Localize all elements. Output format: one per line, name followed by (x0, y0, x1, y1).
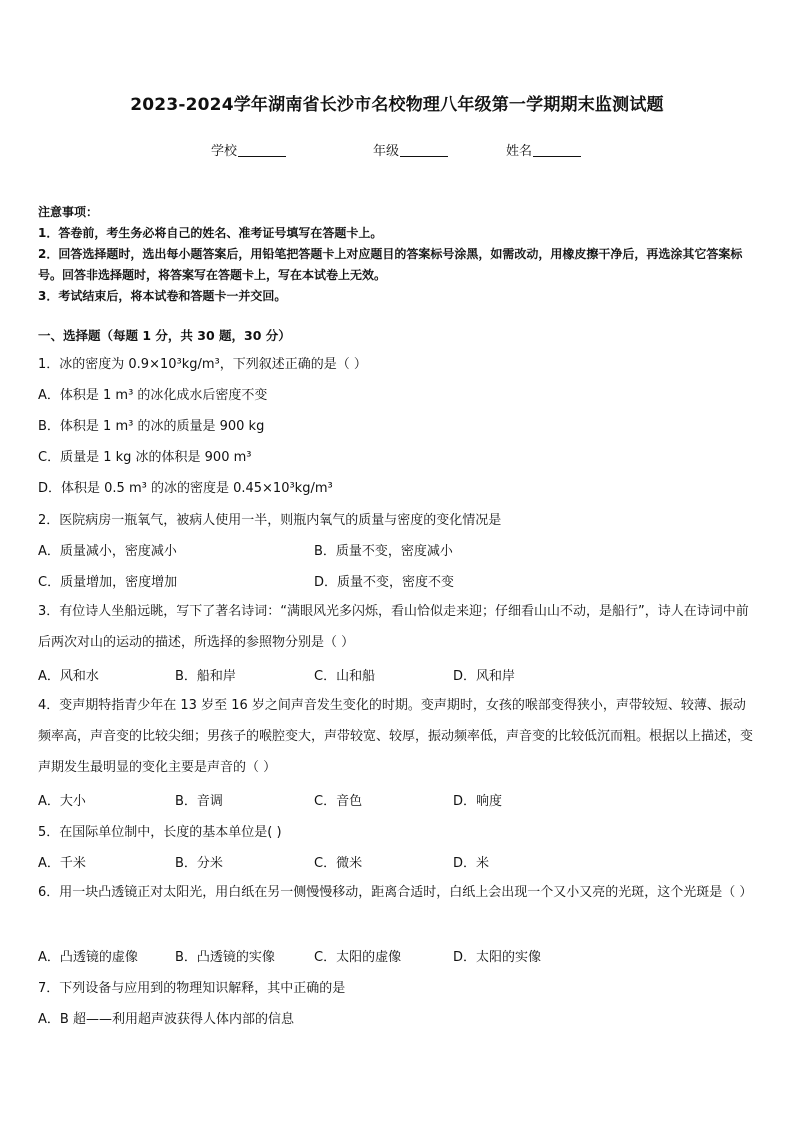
question-6-option-c[interactable]: C．太阳的虚像 (314, 950, 402, 965)
name-field[interactable] (506, 140, 581, 159)
question-5-option-a[interactable]: A．千米 (38, 856, 86, 871)
question-3-option-a[interactable]: A．风和水 (38, 669, 99, 684)
grade-field[interactable] (373, 140, 448, 159)
question-3-option-c[interactable]: C．山和船 (314, 669, 376, 684)
question-1-option-a[interactable]: A．体积是 1 m³ 的冰化成水后密度不变 (38, 388, 268, 403)
instructions (38, 202, 758, 307)
question-6-option-b[interactable]: B．凸透镜的实像 (175, 950, 275, 965)
student-info-fields (0, 140, 794, 160)
question-4-stem: 4．变声期特指青少年在 13 岁至 16 岁之间声音发生变化的时期。变声期时，女孩的喉部变得狭小，声带较短、较薄、振动频率高，声音变的比较尖细；男孩子的喉腔变大，声带较宽、较厚，振动频率低，声音变的比较低沉而粗。根据以上描述，变声期发生最明显的变化主要是声音的（ ） (38, 698, 754, 775)
question-2-option-b[interactable]: B．质量不变，密度减小 (314, 544, 453, 559)
question-4-option-d[interactable]: D．响度 (453, 794, 503, 809)
name-label: 姓名 (506, 144, 533, 159)
question-1-stem: 1．冰的密度为 0.9×10³kg/m³，下列叙述正确的是（ ） (38, 357, 367, 372)
question-4-option-a[interactable]: A．大小 (38, 794, 86, 809)
school-label: 学校 (211, 144, 238, 159)
question-2-option-a[interactable]: A．质量减小，密度减小 (38, 544, 177, 559)
question-4-option-c[interactable]: C．音色 (314, 794, 363, 809)
school-blank[interactable] (238, 143, 286, 157)
question-5-stem: 5．在国际单位制中，长度的基本单位是( ) (38, 825, 282, 840)
question-5-option-d[interactable]: D．米 (453, 856, 490, 871)
question-1-option-d[interactable]: D．体积是 0.5 m³ 的冰的密度是 0.45×10³kg/m³ (38, 481, 333, 496)
instructions-heading: 注意事项： (38, 205, 99, 219)
question-3-option-b[interactable]: B．船和岸 (175, 669, 236, 684)
instruction-item: 2．回答选择题时，选出每小题答案后，用铅笔把答题卡上对应题目的答案标号涂黑，如需改动，用橡皮擦干净后，再选涂其它答案标号。回答非选择题时，将答案写在答题卡上，写在本试卷上无效。 (38, 247, 743, 282)
question-2-stem: 2．医院病房一瓶氧气，被病人使用一半，则瓶内氧气的质量与密度的变化情况是 (38, 513, 502, 528)
question-6-option-d[interactable]: D．太阳的实像 (453, 950, 542, 965)
question-1-option-c[interactable]: C．质量是 1 kg 冰的体积是 900 m³ (38, 450, 252, 465)
question-6-option-a[interactable]: A．凸透镜的虚像 (38, 950, 138, 965)
question-1-option-b[interactable]: B．体积是 1 m³ 的冰的质量是 900 kg (38, 419, 265, 434)
page-title: 2023-2024学年湖南省长沙市名校物理八年级第一学期期末监测试题 (130, 95, 664, 115)
question-3-stem: 3．有位诗人坐船远眺，写下了著名诗词：“满眼风光多闪烁，看山恰似走来迎；仔细看山山不动，是船行”，诗人在诗词中前后两次对山的运动的描述，所选择的参照物分别是（ ） (38, 604, 749, 650)
question-6-stem: 6．用一块凸透镜正对太阳光，用白纸在另一侧慢慢移动，距离合适时，白纸上会出现一个又小又亮的光斑，这个光斑是（ ） (38, 885, 753, 900)
school-field[interactable] (211, 140, 286, 159)
grade-label: 年级 (373, 144, 400, 159)
section-heading: 一、选择题（每题 1 分，共 30 题，30 分） (38, 328, 291, 343)
instruction-item: 1．答卷前，考生务必将自己的姓名、准考证号填写在答题卡上。 (38, 226, 383, 240)
instruction-item: 3．考试结束后，将本试卷和答题卡一并交回。 (38, 289, 287, 303)
question-5-option-b[interactable]: B．分米 (175, 856, 223, 871)
question-2-option-c[interactable]: C．质量增加，密度增加 (38, 575, 178, 590)
name-blank[interactable] (533, 143, 581, 157)
question-4-option-b[interactable]: B．音调 (175, 794, 223, 809)
grade-blank[interactable] (400, 143, 448, 157)
question-7-stem: 7．下列设备与应用到的物理知识解释，其中正确的是 (38, 981, 346, 996)
question-2-option-d[interactable]: D．质量不变，密度不变 (314, 575, 455, 590)
question-7-option-a[interactable]: A．B 超——利用超声波获得人体内部的信息 (38, 1012, 294, 1027)
question-5-option-c[interactable]: C．微米 (314, 856, 363, 871)
question-3-option-d[interactable]: D．风和岸 (453, 669, 516, 684)
